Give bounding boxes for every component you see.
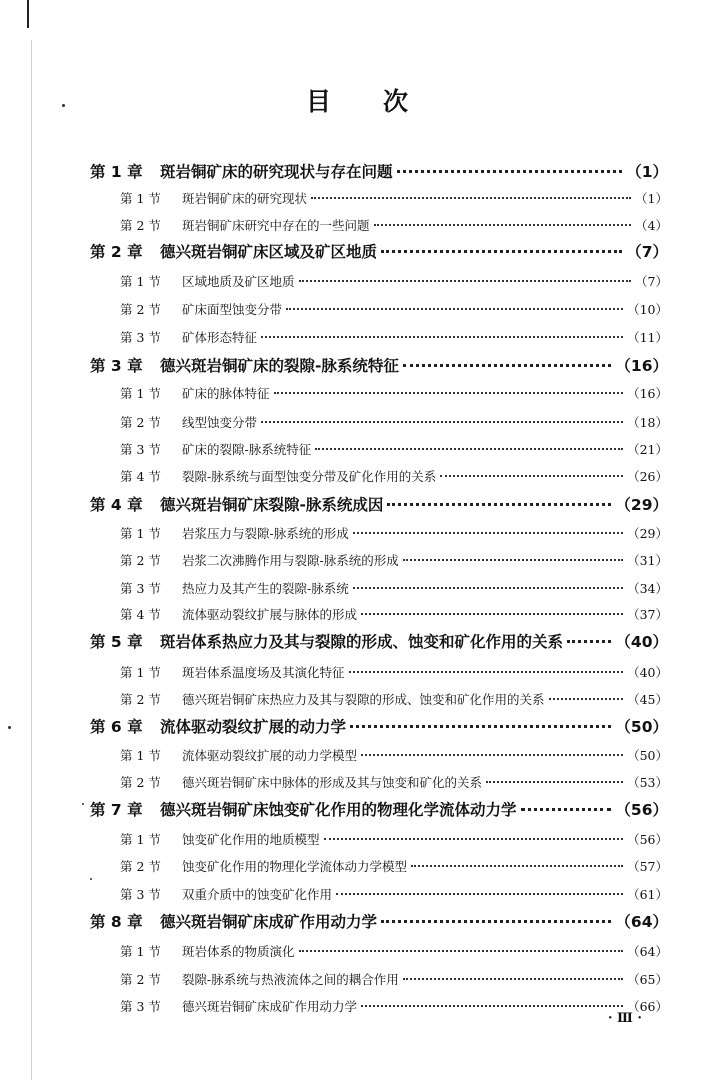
dot-leader	[381, 250, 622, 253]
entry-title: 斑岩体系的物质演化	[182, 944, 295, 959]
dot-leader	[274, 392, 624, 394]
dot-leader	[403, 364, 611, 367]
entry-title: 线型蚀变分带	[182, 415, 258, 430]
entry-number: 第 1 节	[120, 526, 161, 541]
entry-title: 德兴斑岩铜矿床中脉体的形成及其与蚀变和矿化的关系	[182, 775, 483, 790]
toc-section-entry[interactable]	[120, 746, 668, 764]
entry-page-number: （45）	[627, 692, 668, 707]
entry-title: 矿床的脉体特征	[182, 386, 270, 401]
scan-speck	[8, 726, 11, 729]
entry-title: 德兴斑岩铜矿床蚀变矿化作用的物理化学流体动力学	[160, 801, 517, 819]
toc-section-entry[interactable]	[120, 690, 668, 708]
scan-speck	[90, 878, 92, 880]
entry-number: 第 5 章	[90, 633, 143, 651]
dot-leader	[361, 613, 623, 615]
entry-page-number: （65）	[627, 972, 668, 987]
dot-leader	[486, 781, 623, 783]
entry-title: 斑岩体系温度场及其演化特征	[182, 665, 345, 680]
dot-leader	[261, 421, 623, 423]
entry-title: 热应力及其产生的裂隙-脉系统	[182, 581, 349, 596]
entry-title: 裂隙-脉系统与热液流体之间的耦合作用	[182, 972, 399, 987]
toc-section-entry[interactable]	[120, 605, 668, 623]
entry-page-number: （16）	[615, 357, 668, 375]
entry-page-number: （10）	[627, 302, 668, 317]
entry-title: 蚀变矿化作用的物理化学流体动力学模型	[182, 859, 408, 874]
dot-leader	[353, 532, 623, 534]
toc-chapter-entry[interactable]	[90, 630, 668, 652]
toc-section-entry[interactable]	[120, 189, 668, 207]
entry-page-number: （40）	[615, 633, 668, 651]
toc-chapter-entry[interactable]	[90, 798, 668, 820]
toc-chapter-entry[interactable]	[90, 354, 668, 376]
page-number-marker: · Ⅲ ·	[608, 1011, 642, 1026]
entry-number: 第 3 章	[90, 357, 143, 375]
entry-title: 德兴斑岩铜矿床裂隙-脉系统成因	[160, 496, 384, 514]
entry-number: 第 1 节	[120, 832, 161, 847]
entry-number: 第 1 节	[120, 386, 161, 401]
entry-title: 斑岩体系热应力及其与裂隙的形成、蚀变和矿化作用的关系	[160, 633, 564, 651]
entry-number: 第 1 节	[120, 944, 161, 959]
entry-number: 第 1 节	[120, 748, 161, 763]
dot-leader	[397, 170, 623, 173]
entry-page-number: （11）	[627, 330, 668, 345]
dot-leader	[411, 865, 623, 867]
entry-number: 第 4 章	[90, 496, 143, 514]
toc-section-entry[interactable]	[120, 440, 668, 458]
entry-number: 第 2 节	[120, 775, 161, 790]
entry-number: 第 2 节	[120, 302, 161, 317]
entry-page-number: （4）	[635, 218, 668, 233]
dot-leader	[567, 640, 611, 643]
toc-section-entry[interactable]	[120, 579, 668, 597]
title-part-2: 次	[383, 87, 409, 116]
entry-number: 第 2 节	[120, 415, 161, 430]
entry-title: 斑岩铜矿床研究中存在的一些问题	[182, 218, 370, 233]
entry-number: 第 3 节	[120, 999, 161, 1014]
page-title	[0, 82, 714, 118]
toc-chapter-entry[interactable]	[90, 910, 668, 932]
dot-leader	[387, 503, 611, 506]
entry-page-number: （56）	[615, 801, 668, 819]
entry-title: 德兴斑岩铜矿床成矿作用动力学	[160, 913, 378, 931]
entry-number: 第 4 节	[120, 469, 161, 484]
scan-speck	[82, 803, 84, 805]
toc-section-entry[interactable]	[120, 467, 668, 485]
entry-number: 第 3 节	[120, 581, 161, 596]
entry-page-number: （21）	[627, 442, 668, 457]
entry-number: 第 3 节	[120, 330, 161, 345]
entry-number: 第 1 章	[90, 163, 143, 181]
entry-page-number: （53）	[627, 775, 668, 790]
entry-page-number: （57）	[627, 859, 668, 874]
entry-page-number: （18）	[627, 415, 668, 430]
entry-number: 第 2 节	[120, 218, 161, 233]
toc-section-entry[interactable]	[120, 773, 668, 791]
dot-leader	[261, 336, 623, 338]
entry-title: 区域地质及矿区地质	[182, 274, 295, 289]
entry-page-number: （64）	[627, 944, 668, 959]
entry-number: 第 3 节	[120, 887, 161, 902]
dot-leader	[521, 808, 612, 811]
entry-title: 矿体形态特征	[182, 330, 258, 345]
toc-section-entry[interactable]	[120, 885, 668, 903]
entry-title: 岩浆压力与裂隙-脉系统的形成	[182, 526, 349, 541]
entry-page-number: （1）	[626, 163, 668, 181]
entry-page-number: （61）	[627, 887, 668, 902]
toc-section-entry[interactable]	[120, 524, 668, 542]
entry-page-number: （50）	[615, 718, 668, 736]
toc-section-entry[interactable]	[120, 551, 668, 569]
dot-leader	[374, 224, 632, 226]
entry-title: 蚀变矿化作用的地质模型	[182, 832, 320, 847]
entry-number: 第 8 章	[90, 913, 143, 931]
toc-section-entry[interactable]	[120, 216, 668, 234]
dot-leader	[350, 725, 611, 728]
entry-page-number: （64）	[615, 913, 668, 931]
entry-title: 德兴斑岩铜矿床的裂隙-脉系统特征	[160, 357, 399, 375]
toc-section-entry[interactable]	[120, 663, 668, 681]
entry-number: 第 2 章	[90, 243, 143, 261]
dot-leader	[361, 754, 623, 756]
dot-leader	[361, 1005, 623, 1007]
entry-title: 双重介质中的蚀变矿化作用	[182, 887, 333, 902]
dot-leader	[311, 197, 631, 199]
toc-section-entry[interactable]	[120, 328, 668, 346]
dot-leader	[440, 475, 623, 477]
entry-title: 流体驱动裂纹扩展的动力学	[160, 718, 347, 736]
entry-page-number: （56）	[627, 832, 668, 847]
entry-number: 第 2 节	[120, 692, 161, 707]
dot-leader	[286, 308, 623, 310]
toc-chapter-entry[interactable]	[90, 240, 668, 262]
entry-page-number: （66）	[627, 999, 668, 1014]
entry-title: 矿床面型蚀变分带	[182, 302, 283, 317]
entry-title: 斑岩铜矿床的研究现状	[182, 191, 308, 206]
dot-leader	[403, 559, 623, 561]
toc-section-entry[interactable]	[120, 942, 668, 960]
toc-section-entry[interactable]	[120, 272, 668, 290]
entry-page-number: （50）	[627, 748, 668, 763]
toc-chapter-entry[interactable]	[90, 715, 668, 737]
entry-number: 第 3 节	[120, 442, 161, 457]
entry-page-number: （40）	[627, 665, 668, 680]
dot-leader	[353, 587, 623, 589]
entry-title: 矿床的裂隙-脉系统特征	[182, 442, 312, 457]
toc-chapter-entry[interactable]	[90, 160, 668, 182]
title-part-1: 目	[305, 87, 331, 116]
toc-section-entry[interactable]	[120, 997, 668, 1015]
entry-page-number: （34）	[627, 581, 668, 596]
toc-section-entry[interactable]	[120, 830, 668, 848]
entry-number: 第 1 节	[120, 274, 161, 289]
dot-leader	[324, 838, 624, 840]
binding-line	[31, 40, 32, 1080]
entry-title: 斑岩铜矿床的研究现状与存在问题	[160, 163, 393, 181]
entry-title: 岩浆二次沸腾作用与裂隙-脉系统的形成	[182, 553, 399, 568]
entry-number: 第 1 节	[120, 191, 161, 206]
entry-title: 德兴斑岩铜矿床热应力及其与裂隙的形成、蚀变和矿化作用的关系	[182, 692, 545, 707]
entry-page-number: （31）	[627, 553, 668, 568]
entry-page-number: （16）	[627, 386, 668, 401]
toc-section-entry[interactable]	[120, 300, 668, 318]
entry-title: 流体驱动裂纹扩展的动力学模型	[182, 748, 358, 763]
toc-section-entry[interactable]	[120, 384, 668, 402]
entry-title: 流体驱动裂纹扩展与脉体的形成	[182, 607, 358, 622]
entry-page-number: （7）	[626, 243, 668, 261]
entry-title: 裂隙-脉系统与面型蚀变分带及矿化作用的关系	[182, 469, 437, 484]
entry-number: 第 2 节	[120, 859, 161, 874]
entry-page-number: （37）	[627, 607, 668, 622]
entry-page-number: （29）	[627, 526, 668, 541]
toc-section-entry[interactable]	[120, 970, 668, 988]
dot-leader	[336, 893, 623, 895]
entry-title: 德兴斑岩铜矿床区域及矿区地质	[160, 243, 378, 261]
entry-page-number: （26）	[627, 469, 668, 484]
scan-edge-mark	[27, 0, 29, 28]
entry-page-number: （29）	[615, 496, 668, 514]
entry-page-number: （7）	[635, 274, 668, 289]
entry-title: 德兴斑岩铜矿床成矿作用动力学	[182, 999, 358, 1014]
entry-number: 第 2 节	[120, 972, 161, 987]
dot-leader	[403, 978, 623, 980]
entry-page-number: （1）	[635, 191, 668, 206]
toc-section-entry[interactable]	[120, 413, 668, 431]
dot-leader	[299, 280, 632, 282]
entry-number: 第 6 章	[90, 718, 143, 736]
dot-leader	[549, 698, 624, 700]
toc-chapter-entry[interactable]	[90, 493, 668, 515]
entry-number: 第 4 节	[120, 607, 161, 622]
toc-section-entry[interactable]	[120, 857, 668, 875]
dot-leader	[381, 920, 611, 923]
entry-number: 第 2 节	[120, 553, 161, 568]
dot-leader	[315, 448, 623, 450]
dot-leader	[349, 671, 624, 673]
entry-number: 第 1 节	[120, 665, 161, 680]
entry-number: 第 7 章	[90, 801, 143, 819]
dot-leader	[299, 950, 624, 952]
